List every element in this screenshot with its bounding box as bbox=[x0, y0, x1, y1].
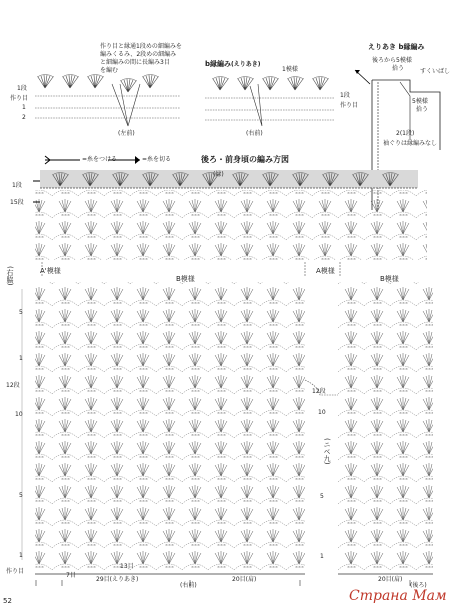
top-mid-title-note: (えりあき) bbox=[231, 61, 261, 68]
neck-pattern5b: 拾う bbox=[416, 106, 429, 113]
count-13: 13目 bbox=[120, 563, 134, 570]
neck-pick2: 拾う bbox=[392, 65, 405, 72]
top-left-row-start: 作り目 bbox=[10, 95, 29, 102]
row-mark-1b: 1 bbox=[19, 552, 23, 559]
neck-title-main: えりあき bbox=[368, 43, 396, 51]
neck-rows: 2(1段) bbox=[396, 130, 415, 137]
row-1-right: 1 bbox=[320, 553, 324, 560]
ct-label: (ニベ九) bbox=[323, 438, 331, 465]
top-left-note-2: 編みくるみ、2段めの細編み bbox=[100, 51, 177, 58]
row-5-right: 5 bbox=[320, 493, 324, 500]
top-left-row-num1: 1 bbox=[22, 104, 26, 111]
a-prime-pattern: A'模様 bbox=[40, 267, 61, 275]
neck-pick: 後ろから5模様 bbox=[372, 57, 412, 64]
count-7: 7目 bbox=[66, 572, 76, 579]
legend-attach: =糸をつける bbox=[82, 156, 118, 163]
row-12-right: 12段 bbox=[312, 388, 326, 395]
main-title: 後ろ・前身頃の編み方図 bbox=[201, 155, 289, 164]
main-grid bbox=[22, 170, 433, 586]
top-mid-row-start: 作り目 bbox=[340, 102, 359, 109]
left-front-label: (左前) bbox=[118, 130, 135, 137]
top-left-note-4: を編む bbox=[100, 67, 119, 74]
row-mark-10: 10 bbox=[15, 411, 23, 418]
right-front-label: (右前) bbox=[246, 130, 263, 137]
neck-pattern5: 5模様 bbox=[412, 98, 428, 105]
count-29: 29目(えりあき) bbox=[96, 576, 139, 583]
edge-label: (縁) bbox=[213, 171, 224, 178]
top-left-row-num2: 2 bbox=[22, 114, 26, 121]
row-15-label: 15段 bbox=[10, 199, 24, 206]
count-20-b: 20目(肩) bbox=[378, 576, 403, 583]
row-10-right: 10 bbox=[318, 409, 326, 416]
top-mid-title-main: b縁編み bbox=[205, 60, 232, 68]
a-pattern-right: A模様 bbox=[316, 267, 335, 275]
neck-straight: すくいばし bbox=[420, 68, 451, 75]
count-20-a: 20目(肩) bbox=[232, 576, 257, 583]
start-label: 作り目 bbox=[6, 568, 25, 575]
row-mark-5: 5 bbox=[19, 309, 23, 316]
b-pattern-left: B模様 bbox=[176, 275, 195, 283]
top-mid-diagram bbox=[205, 77, 335, 127]
b-pattern-right: B模様 bbox=[380, 275, 399, 283]
top-mid-title bbox=[205, 60, 261, 68]
top-mid-row1: 1模様 bbox=[282, 66, 298, 73]
row-mark-1: 1 bbox=[19, 355, 23, 362]
right-side-label: (右脇) bbox=[6, 266, 14, 286]
neck-note: 袖ぐりは縁編みなし bbox=[383, 140, 438, 147]
top-left-diagram bbox=[35, 75, 180, 165]
top-left-row-1: 1段 bbox=[17, 85, 27, 92]
watermark-text: Страна Мам bbox=[349, 588, 447, 604]
top-mid-row-1: 1段 bbox=[340, 92, 350, 99]
legend-cut: =糸を切る bbox=[142, 156, 172, 163]
neck-title bbox=[368, 43, 424, 51]
top-left-note-1: 作り目と縁通1段めの細編みを bbox=[100, 43, 182, 50]
row-mark-5b: 5 bbox=[19, 492, 23, 499]
top-left-note-3: と細編みの間に長編み3目 bbox=[100, 59, 170, 66]
row-1-label: 1段 bbox=[12, 182, 22, 189]
bottom-back: (後ろ) bbox=[410, 582, 427, 589]
neck-title-sub: b縁編み bbox=[398, 43, 425, 51]
row-mark-12: 12段 bbox=[6, 382, 20, 389]
page-number: 52 bbox=[3, 597, 12, 605]
bottom-right-front: (右前) bbox=[180, 582, 197, 589]
